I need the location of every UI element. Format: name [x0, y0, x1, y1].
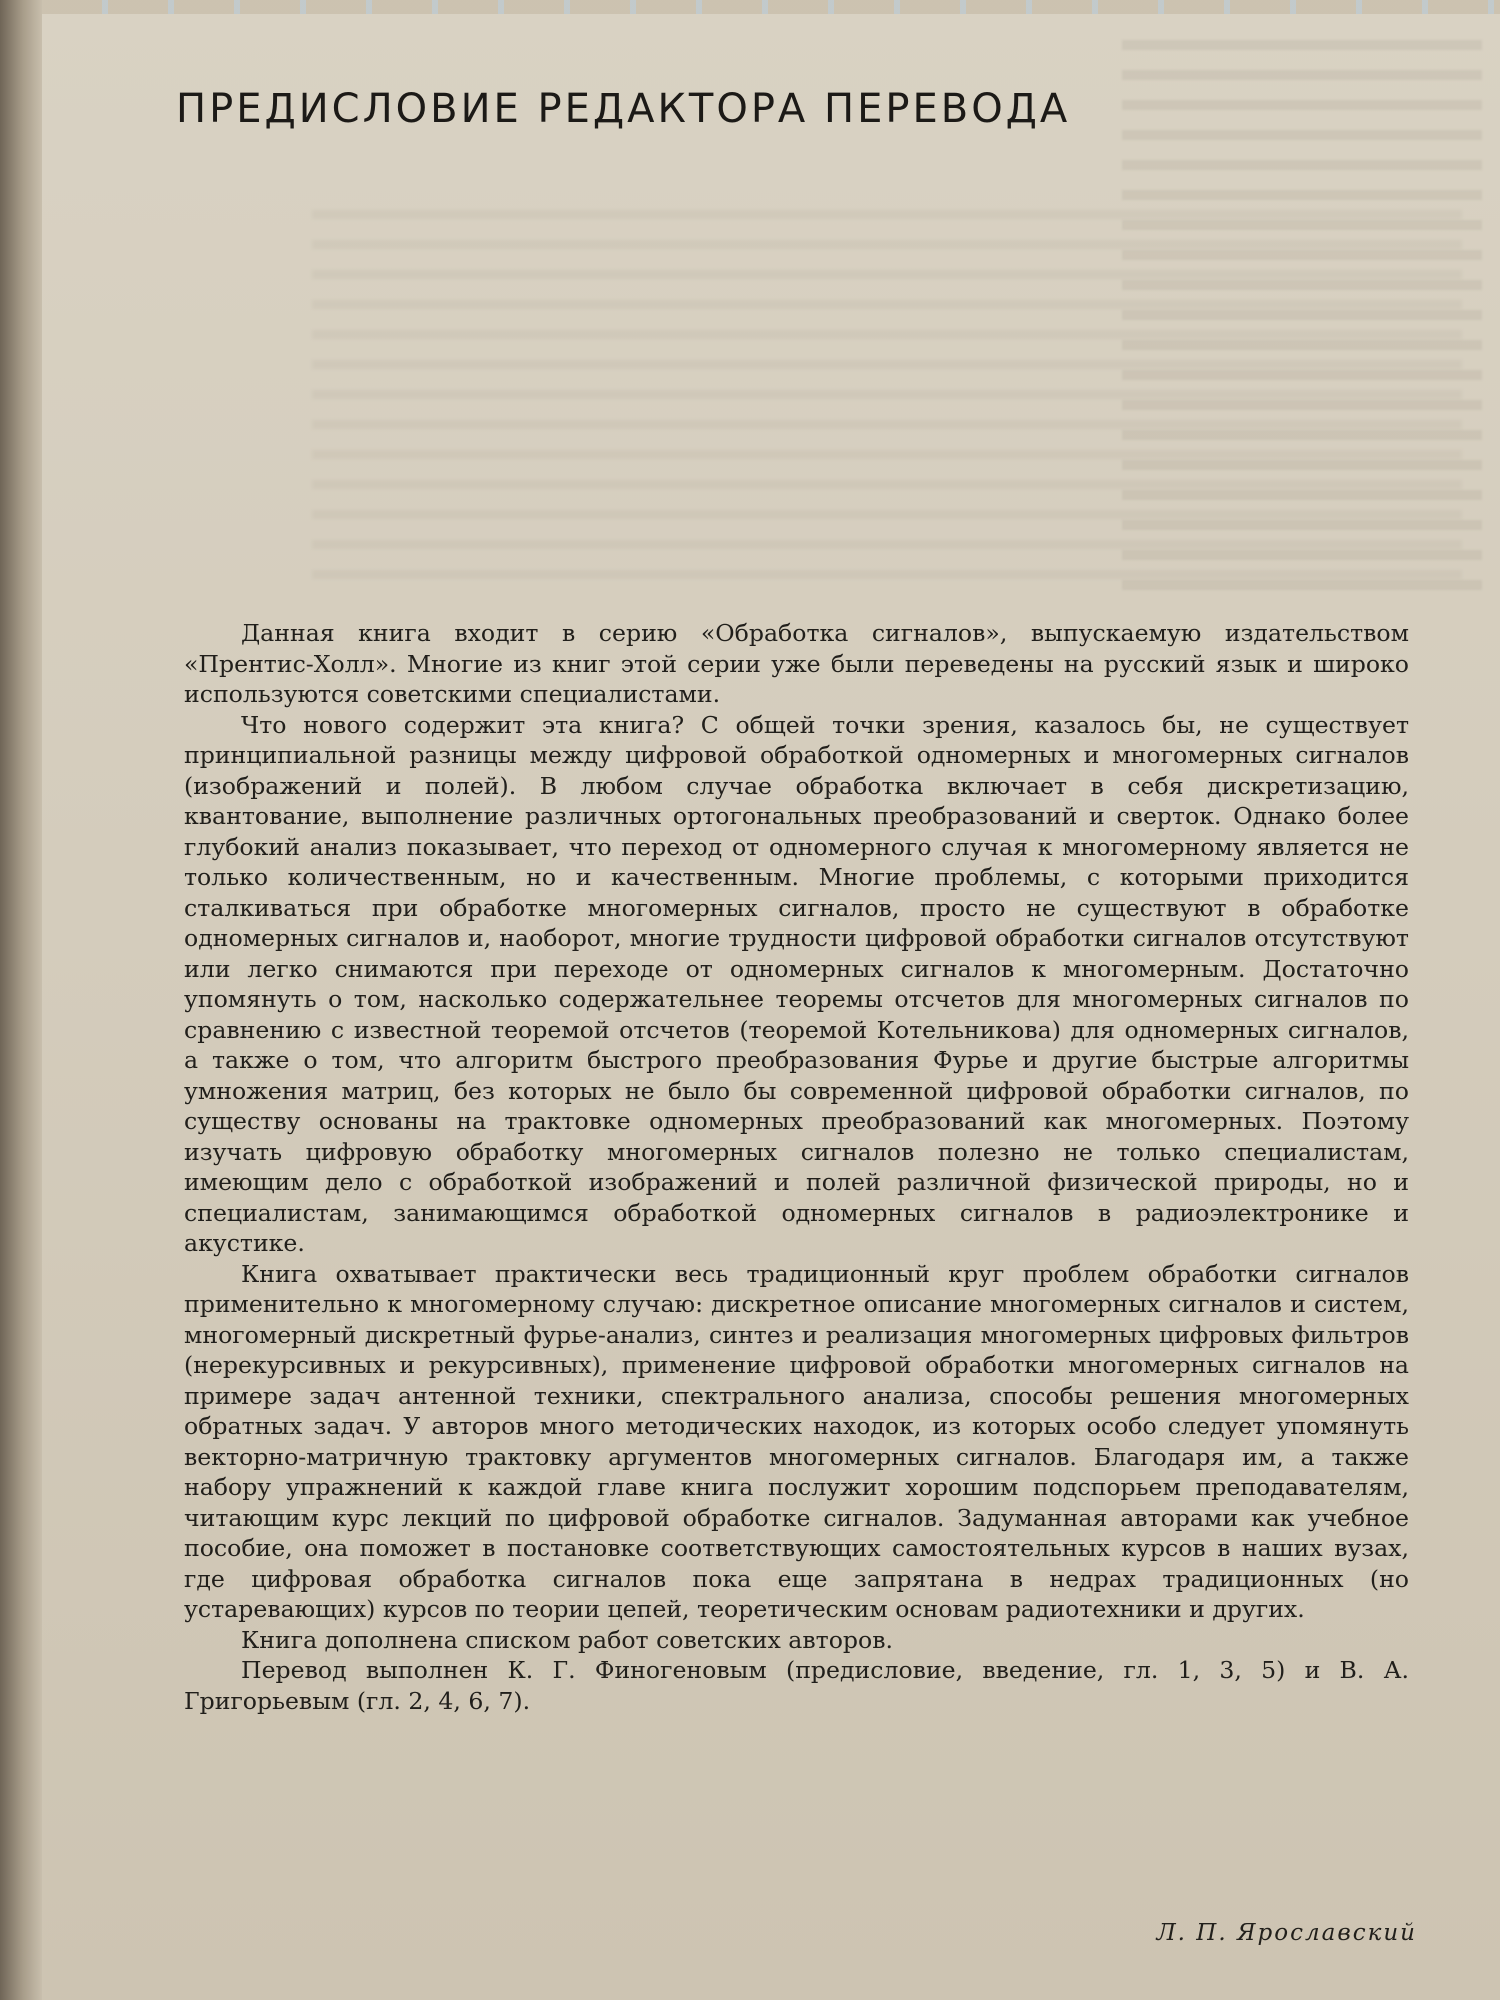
body-text	[184, 618, 1409, 1716]
page-gutter-shadow	[0, 0, 42, 2000]
signature: Л. П. Ярославский	[1156, 1920, 1417, 1946]
paragraph-2: Что нового содержит эта книга? С общей точки зрения, казалось бы, не существует принципиальной разницы между цифровой обработкой одномерных и многомерных сигналов (изображений и полей). В любом случае обработка включает в себя дискретизацию, квантование, выполнение различных ортогональных преобразований и сверток. Однако более глубокий анализ показывает, что переход от одномерного случая к многомерному является не только количественным, но и качественным. Многие проблемы, с которыми приходится сталкиваться при обработке многомерных сигналов, просто не существуют в обработке одномерных сигналов и, наоборот, многие трудности цифровой обработки сигналов отсутствуют или легко снимаются при переходе от одномерных сигналов к многомерным. Достаточно упомянуть о том, насколько содержательнее теоремы отсчетов для многомерных сигналов по сравнению с известной теоремой отсчетов (теоремой Котельникова) для одномерных сигналов, а также о том, что алгоритм быстрого преобразования Фурье и другие быстрые алгоритмы умножения матриц, без которых не было бы современной цифровой обработки сигналов, по существу основаны на трактовке одномерных преобразований как многомерных. Поэтому изучать цифровую обработку многомерных сигналов полезно не только специалистам, имеющим дело с обработкой изображений и полей различной физической природы, но и специалистам, занимающимся обработкой одномерных сигналов в радиоэлектронике и акустике.	[184, 710, 1409, 1257]
page-title: ПРЕДИСЛОВИЕ РЕДАКТОРА ПЕРЕВОДА	[176, 86, 1071, 132]
show-through-text-lower	[312, 210, 1462, 590]
top-edge-strip	[42, 0, 1500, 14]
paragraph-3: Книга охватывает практически весь традиционный круг проблем обработки сигналов применительно к многомерному случаю: дискретное описание многомерных сигналов и систем, многомерный дискретный фурье-анализ, синтез и реализация многомерных цифровых фильтров (нерекурсивных и рекурсивных), применение цифровой обработки многомерных сигналов на примере задач антенной техники, спектрального анализа, способы решения многомерных обратных задач. У авторов много методических находок, из которых особо следует упомянуть векторно-матричную трактовку аргументов многомерных сигналов. Благодаря им, а также набору упражнений к каждой главе книга послужит хорошим подспорьем преподавателям, читающим курс лекций по цифровой обработке сигналов. Задуманная авторами как учебное пособие, она поможет в постановке соответствующих самостоятельных курсов в наших вузах, где цифровая обработка сигналов пока еще запрятана в недрах традиционных (но устаревающих) курсов по теории цепей, теоретическим основам радиотехники и других.	[184, 1259, 1409, 1623]
paragraph-5: Перевод выполнен К. Г. Финогеновым (предисловие, введение, гл. 1, 3, 5) и В. А. Григорьевым (гл. 2, 4, 6, 7).	[184, 1656, 1409, 1715]
paragraph-1: Данная книга входит в серию «Обработка сигналов», выпускаемую издательством «Прентис-Холл». Многие из книг этой серии уже были переведены на русский язык и широко используются советскими специалистами.	[184, 619, 1409, 708]
paragraph-4: Книга дополнена списком работ советских авторов.	[241, 1625, 893, 1654]
book-page	[42, 0, 1500, 2000]
